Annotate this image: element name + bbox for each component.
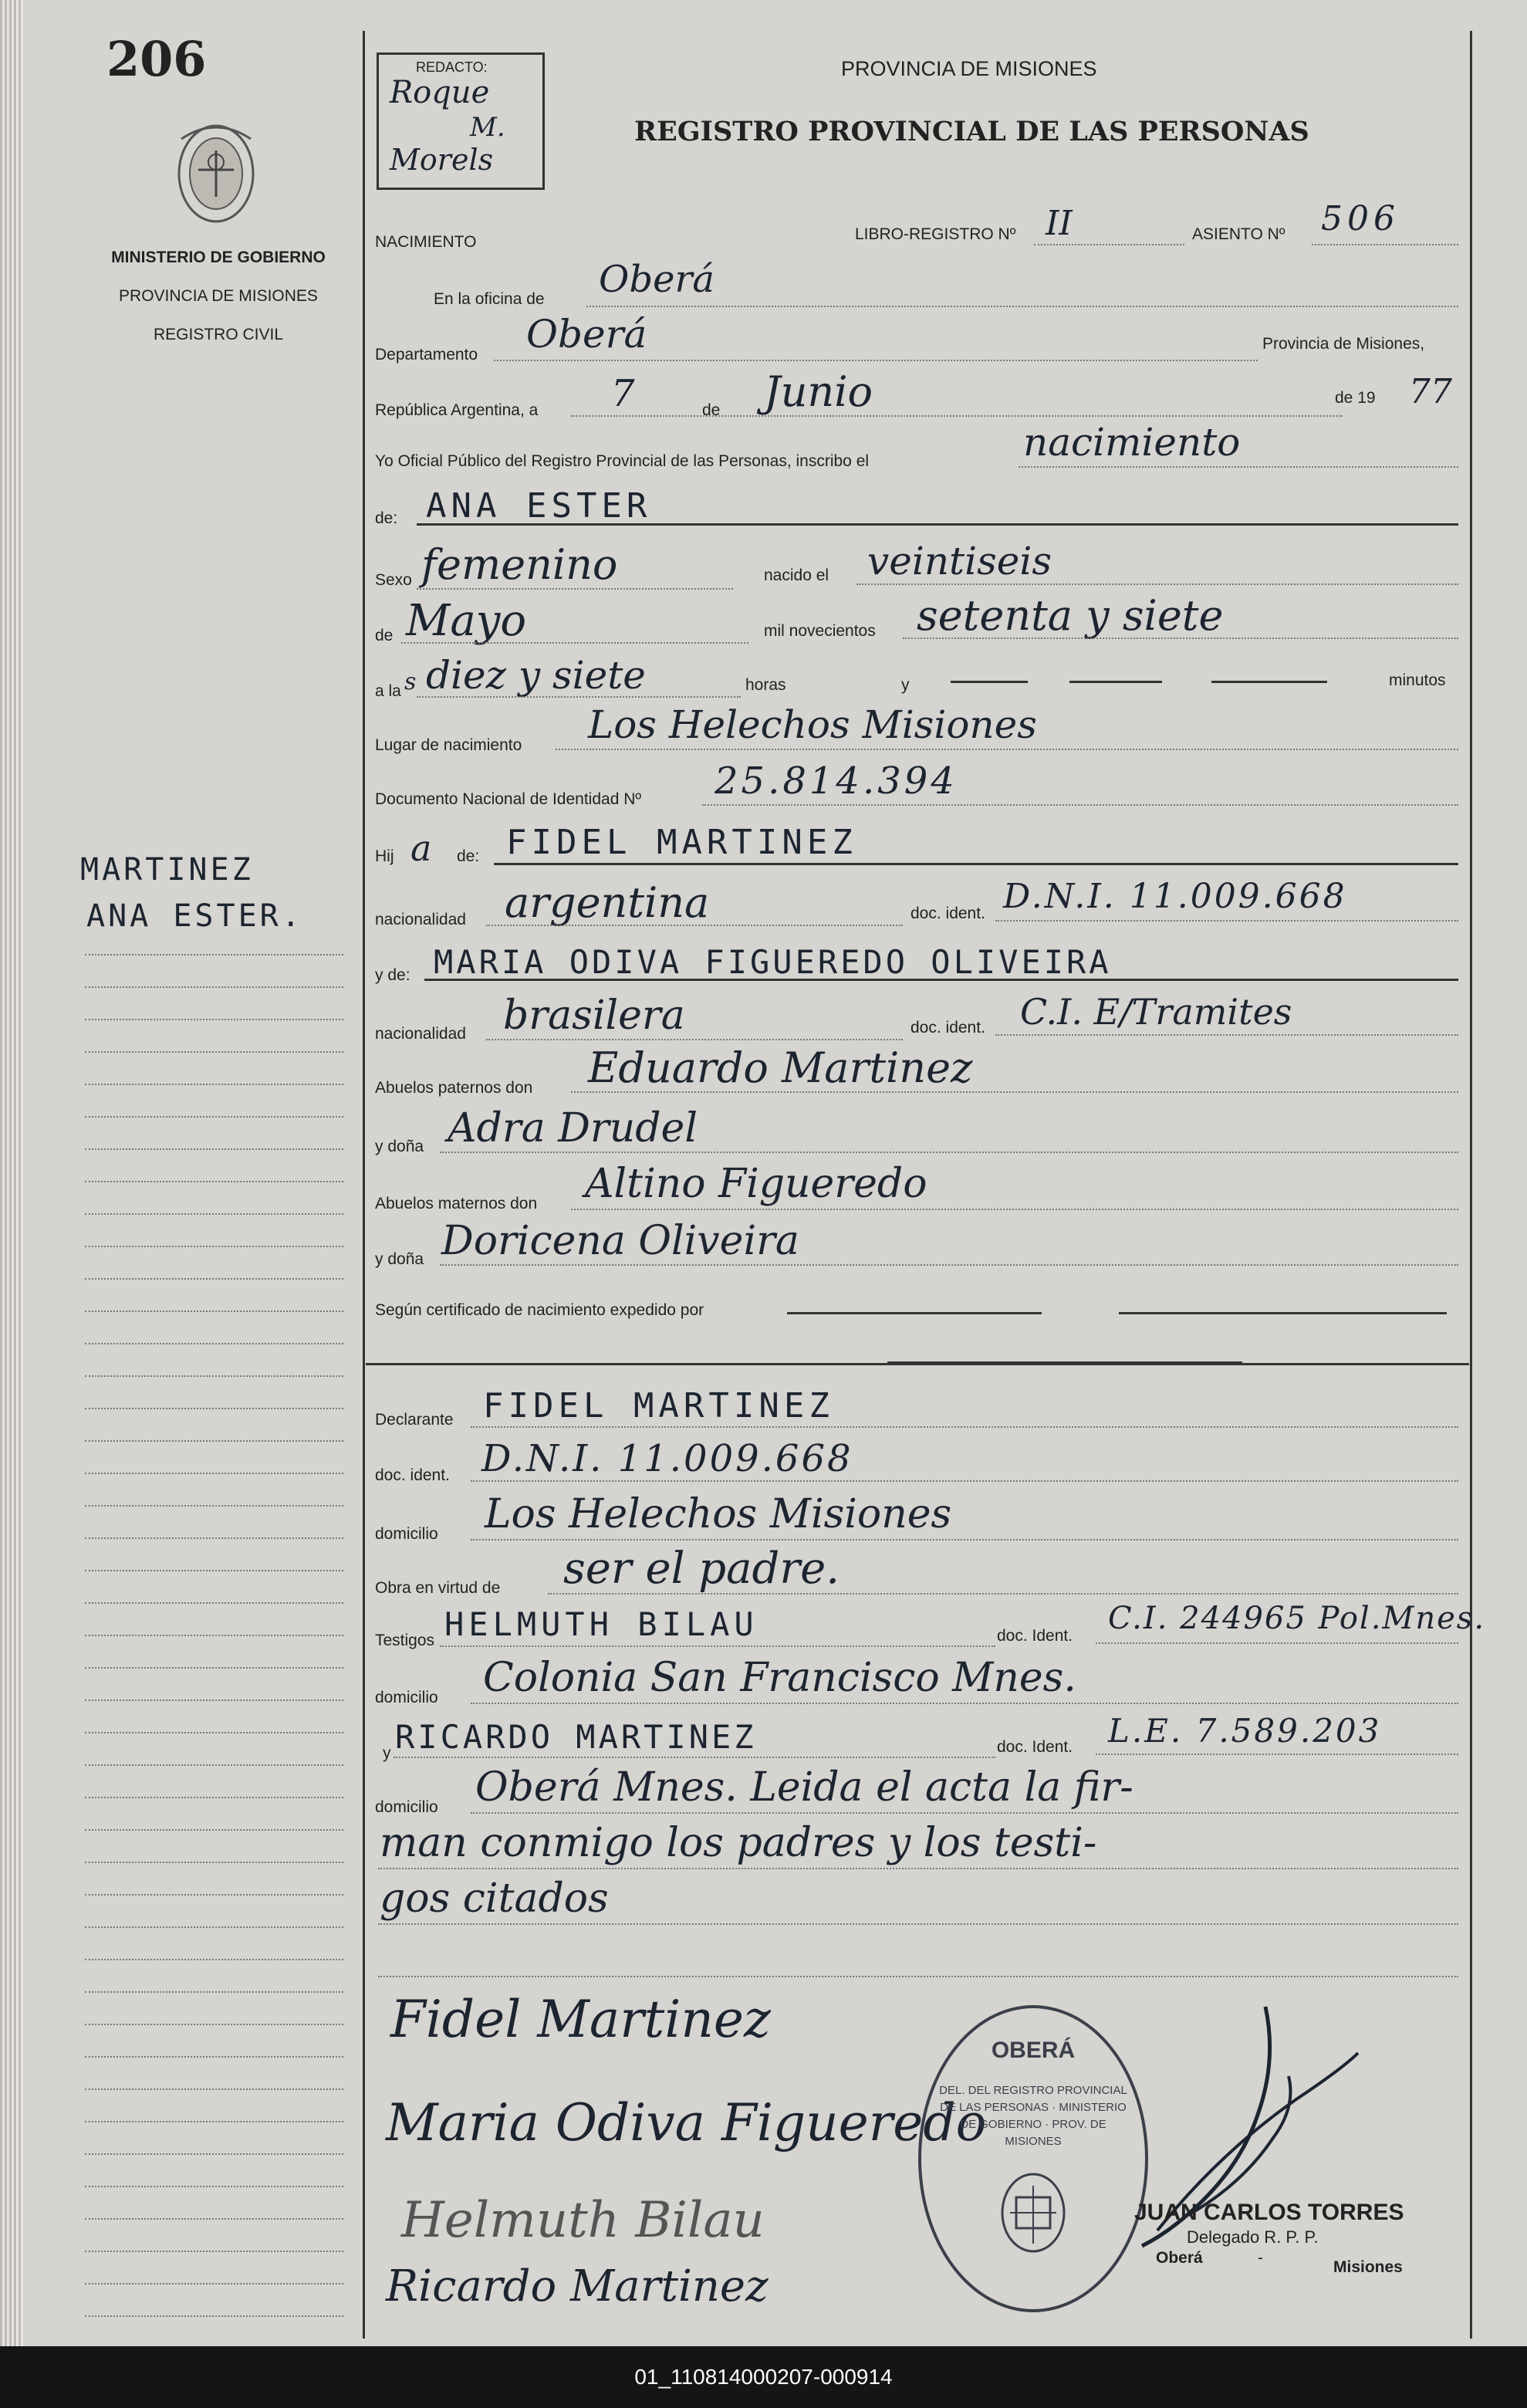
sexo-label: Sexo <box>375 571 412 589</box>
margin-ruled-line <box>85 2283 343 2285</box>
y-label: y <box>901 676 910 694</box>
testigo1-line <box>440 1645 995 1647</box>
seal-top-text: OBERÁ <box>991 2038 1076 2063</box>
dni-value: 25.814.394 <box>715 759 958 803</box>
segun-line-1 <box>787 1312 1042 1314</box>
margin-ruled-line <box>85 1408 343 1409</box>
testigo1-dom-value: Colonia San Francisco Mnes. <box>483 1655 1076 1701</box>
inscribo-value: nacimiento <box>1023 420 1241 465</box>
madre-doc-label: doc. ident. <box>910 1019 985 1037</box>
margin-ruled-line <box>85 1343 343 1344</box>
redacto-name-line2: M. <box>470 112 505 143</box>
madre-line <box>424 979 1458 981</box>
margin-ruled-line <box>85 2251 343 2252</box>
abuela-pat-label: y doña <box>375 1138 424 1155</box>
lugar-value: Los Helechos Misiones <box>588 702 1037 747</box>
testigo2-value: RICARDO MARTINEZ <box>395 1718 757 1756</box>
decl-doc-label: doc. ident. <box>375 1466 450 1484</box>
official-place-left: Oberá <box>1156 2249 1203 2267</box>
redacto-box <box>377 52 545 190</box>
minutos-label: minutos <box>1389 671 1446 689</box>
margin-ruled-line <box>85 2056 343 2058</box>
form-right-border <box>1470 31 1472 2339</box>
margin-ruled-line <box>85 1959 343 1960</box>
hora-line <box>417 696 741 698</box>
horas-label: horas <box>745 676 786 694</box>
oficina-value: Oberá <box>599 258 715 301</box>
margin-ruled-line <box>85 1862 343 1863</box>
hora-value: diez y siete <box>426 653 646 698</box>
anio-value: 77 <box>1409 372 1452 411</box>
provincia-label: Provincia de Misiones, <box>1262 335 1425 353</box>
margin-ruled-line <box>85 1311 343 1312</box>
margin-note-surname: MARTINEZ <box>80 852 254 888</box>
margin-ruled-line <box>85 1116 343 1118</box>
ala-value: s <box>404 668 417 695</box>
testigo2-line <box>394 1757 995 1758</box>
ministry-label: MINISTERIO DE GOBIERNO <box>111 249 326 266</box>
decl-domicilio-line <box>471 1539 1458 1541</box>
segun-label: Según certificado de nacimiento expedido por <box>375 1301 704 1319</box>
de2-label: de <box>375 627 394 644</box>
de-label: de <box>702 401 721 419</box>
nacido-label: nacido el <box>764 566 829 584</box>
obra-label: Obra en virtud de <box>375 1579 501 1597</box>
nombre-line <box>417 523 1458 526</box>
hora-dash-1 <box>951 681 1028 683</box>
mil-label: mil novecientos <box>764 622 876 640</box>
margin-ruled-line <box>85 1148 343 1150</box>
signature-father: Fidel Martinez <box>390 1990 771 2049</box>
sexo-value: femenino <box>421 540 618 589</box>
header-title: REGISTRO PROVINCIAL DE LAS PERSONAS <box>634 116 1309 147</box>
madre-nac-line <box>486 1039 903 1040</box>
margin-ruled-line <box>85 2024 343 2025</box>
margin-ruled-line <box>85 1894 343 1896</box>
redacto-name-line1: Roque <box>390 75 490 110</box>
padre-nac-label: nacionalidad <box>375 911 466 928</box>
republica-label: República Argentina, a <box>375 401 539 419</box>
padre-line <box>494 863 1458 865</box>
asiento-value: 506 <box>1321 199 1400 238</box>
inscribo-label: Yo Oficial Público del Registro Provincial de las Personas, inscribo el <box>375 452 870 470</box>
oficina-line <box>586 306 1458 307</box>
official-place-dash: - <box>1258 2249 1263 2267</box>
madre-doc-value: C.I. E/Tramites <box>1020 991 1292 1033</box>
dni-line <box>702 804 1458 806</box>
nacido-line <box>856 583 1458 585</box>
seal-emblem <box>995 2170 1072 2255</box>
testigo1-doc-line <box>1096 1642 1458 1644</box>
testigo2-dom-label: domicilio <box>375 1798 438 1816</box>
padre-doc-line <box>995 920 1458 922</box>
page-number: 206 <box>106 31 207 87</box>
departamento-line <box>494 360 1258 361</box>
testigo2-y-label: y <box>383 1744 391 1762</box>
nombre-value: ANA ESTER <box>426 486 652 526</box>
margin-ruled-line <box>85 1375 343 1377</box>
testigo1-dom-line <box>471 1703 1458 1704</box>
declarante-label: Declarante <box>375 1411 454 1429</box>
lugar-label: Lugar de nacimiento <box>375 736 522 754</box>
abuelo-pat-line <box>571 1091 1458 1093</box>
oficina-label: En la oficina de <box>434 290 545 308</box>
margin-ruled-line <box>85 2315 343 2317</box>
testigo1-doc-value: C.I. 244965 Pol.Mnes. <box>1108 1601 1486 1636</box>
margin-ruled-line <box>85 1051 343 1053</box>
libro-line <box>1034 244 1184 245</box>
margin-ruled-line <box>85 1926 343 1928</box>
abuela-mat-value: Doricena Oliveira <box>441 1218 799 1264</box>
ala-label: a la <box>375 682 401 700</box>
margin-ruled-line <box>85 986 343 988</box>
seal-ring-text: DEL. DEL REGISTRO PROVINCIAL DE LAS PERSONAS · MINISTERIO DE GOBIERNO · PROV. DE MISIONES <box>939 2084 1127 2148</box>
margin-ruled-line <box>85 1699 343 1701</box>
margin-ruled-line <box>85 1473 343 1474</box>
dni-label: Documento Nacional de Identidad Nº <box>375 790 642 808</box>
sexo-line <box>417 588 733 590</box>
declarante-line <box>471 1426 1458 1428</box>
mes-value: Junio <box>764 367 873 416</box>
testigo2-doc-value: L.E. 7.589.203 <box>1108 1712 1382 1750</box>
margin-ruled-line <box>85 954 343 955</box>
record-type-label: NACIMIENTO <box>375 233 477 251</box>
declarante-value: FIDEL MARTINEZ <box>483 1386 834 1426</box>
lugar-line <box>556 749 1458 750</box>
libro-label: LIBRO-REGISTRO Nº <box>855 225 1016 243</box>
margin-ruled-line <box>85 1440 343 1442</box>
abuelo-pat-value: Eduardo Martinez <box>588 1043 973 1092</box>
dom-line-d <box>378 1976 1458 1977</box>
margin-ruled-line <box>85 2153 343 2155</box>
official-place-right: Misiones <box>1333 2258 1403 2276</box>
margin-ruled-line <box>85 1181 343 1182</box>
madre-nac-value: brasilera <box>503 993 685 1039</box>
abuela-pat-value: Adra Drudel <box>448 1105 698 1152</box>
redacto-name-line3: Morels <box>390 143 494 177</box>
segun-line-2 <box>1119 1312 1447 1314</box>
redacto-label: REDACTO: <box>416 59 488 75</box>
madre-value: MARIA ODIVA FIGUEREDO OLIVEIRA <box>434 943 1112 981</box>
province-label: PROVINCIA DE MISIONES <box>119 287 318 305</box>
padre-value: FIDEL MARTINEZ <box>506 823 857 862</box>
margin-ruled-line <box>85 1505 343 1507</box>
abuela-mat-line <box>440 1264 1458 1266</box>
decl-doc-line <box>471 1480 1458 1482</box>
asiento-line <box>1312 244 1458 245</box>
signature-mother: Maria Odiva Figueredo <box>386 2093 987 2153</box>
madre-label: y de: <box>375 966 410 984</box>
madre-doc-line <box>995 1034 1458 1036</box>
abuela-pat-line <box>440 1152 1458 1153</box>
nombre-label: de: <box>375 509 398 527</box>
abuela-mat-label: y doña <box>375 1250 424 1268</box>
testigo1-doc-label: doc. Ident. <box>997 1627 1073 1645</box>
padre-nac-line <box>486 925 903 926</box>
libro-value: II <box>1046 204 1073 243</box>
margin-ruled-line <box>85 1829 343 1831</box>
margin-ruled-line <box>85 2121 343 2122</box>
image-caption: 01_110814000207-000914 <box>0 2346 1527 2408</box>
decl-domicilio-value: Los Helechos Misiones <box>485 1491 952 1537</box>
margin-ruled-line <box>85 1537 343 1539</box>
abuelos-mat-label: Abuelos maternos don <box>375 1195 538 1212</box>
margin-ruled-line <box>85 1991 343 1993</box>
departamento-label: Departamento <box>375 346 478 364</box>
coat-of-arms-emblem <box>166 108 266 239</box>
margin-ruled-line <box>85 1764 343 1766</box>
margin-ruled-line <box>85 1278 343 1280</box>
abuelo-mat-line <box>571 1209 1458 1210</box>
obra-value: ser el padre. <box>563 1544 840 1594</box>
hijo-suffix: a <box>410 827 432 869</box>
section-divider-extra <box>887 1361 1242 1364</box>
inscribo-line <box>1019 466 1458 468</box>
decl-domicilio-label: domicilio <box>375 1525 438 1543</box>
margin-ruled-line <box>85 1602 343 1604</box>
dom-line-b <box>378 1868 1458 1869</box>
hijo-label: Hij <box>375 847 394 865</box>
testigo2-dom-line3: gos citados <box>380 1875 609 1922</box>
hijo-de-label: de: <box>457 847 480 865</box>
official-role: Delegado R. P. P. <box>1187 2227 1319 2247</box>
header-province: PROVINCIA DE MISIONES <box>841 57 1097 80</box>
testigo2-dom-line1: Oberá Mnes. Leida el acta la fir- <box>475 1764 1133 1811</box>
margin-ruled-line <box>85 1635 343 1636</box>
padre-doc-label: doc. ident. <box>910 905 985 922</box>
mes-nac-value: Mayo <box>406 596 527 646</box>
dom-line-c <box>378 1923 1458 1925</box>
margin-ruled-line <box>85 1797 343 1798</box>
margin-ruled-line <box>85 2186 343 2187</box>
abuelo-mat-value: Altino Figueredo <box>585 1161 927 1207</box>
signature-witness-1: Helmuth Bilau <box>401 2192 765 2249</box>
nacido-value: veintiseis <box>867 539 1052 583</box>
margin-ruled-line <box>85 1246 343 1247</box>
testigos-label: Testigos <box>375 1632 435 1649</box>
margin-ruled-line <box>85 1019 343 1020</box>
obra-line <box>548 1593 1458 1595</box>
padre-nac-value: argentina <box>505 878 710 927</box>
mes-nac-line <box>401 642 748 644</box>
decl-doc-value: D.N.I. 11.009.668 <box>481 1437 853 1480</box>
departamento-value: Oberá <box>526 312 647 357</box>
testigo1-dom-label: domicilio <box>375 1689 438 1706</box>
anio-nac-value: setenta y siete <box>917 591 1224 640</box>
signature-witness-2: Ricardo Martinez <box>386 2261 769 2312</box>
margin-ruled-line <box>85 2218 343 2220</box>
dom-line-a <box>471 1812 1458 1814</box>
asiento-label: ASIENTO Nº <box>1192 225 1285 243</box>
margin-ruled-line <box>85 1570 343 1571</box>
anio-nac-line <box>903 638 1458 639</box>
fecha-line <box>571 415 1343 417</box>
dia-value: 7 <box>611 372 635 415</box>
madre-nac-label: nacionalidad <box>375 1025 466 1043</box>
margin-ruled-line <box>85 1213 343 1215</box>
padre-doc-value: D.N.I. 11.009.668 <box>1003 877 1347 916</box>
official-name: JUAN CARLOS TORRES <box>1134 2200 1404 2225</box>
testigo2-doc-label: doc. Ident. <box>997 1738 1073 1756</box>
margin-note-given-name: ANA ESTER. <box>86 898 303 934</box>
testigo2-doc-line <box>1096 1754 1458 1755</box>
abuelos-pat-label: Abuelos paternos don <box>375 1079 533 1097</box>
testigo2-dom-line2: man conmigo los padres y los testi- <box>380 1820 1097 1866</box>
testigo1-value: HELMUTH BILAU <box>444 1605 758 1643</box>
hora-dash-3 <box>1211 681 1327 683</box>
anio-label: de 19 <box>1335 389 1376 407</box>
hora-dash-2 <box>1069 681 1162 683</box>
margin-ruled-line <box>85 1667 343 1669</box>
margin-ruled-line <box>85 2088 343 2090</box>
margin-ruled-line <box>85 1084 343 1085</box>
margin-ruled-line <box>85 1732 343 1733</box>
registry-office-label: REGISTRO CIVIL <box>153 326 284 343</box>
form-left-border <box>363 31 365 2339</box>
book-page-edge <box>0 0 23 2346</box>
